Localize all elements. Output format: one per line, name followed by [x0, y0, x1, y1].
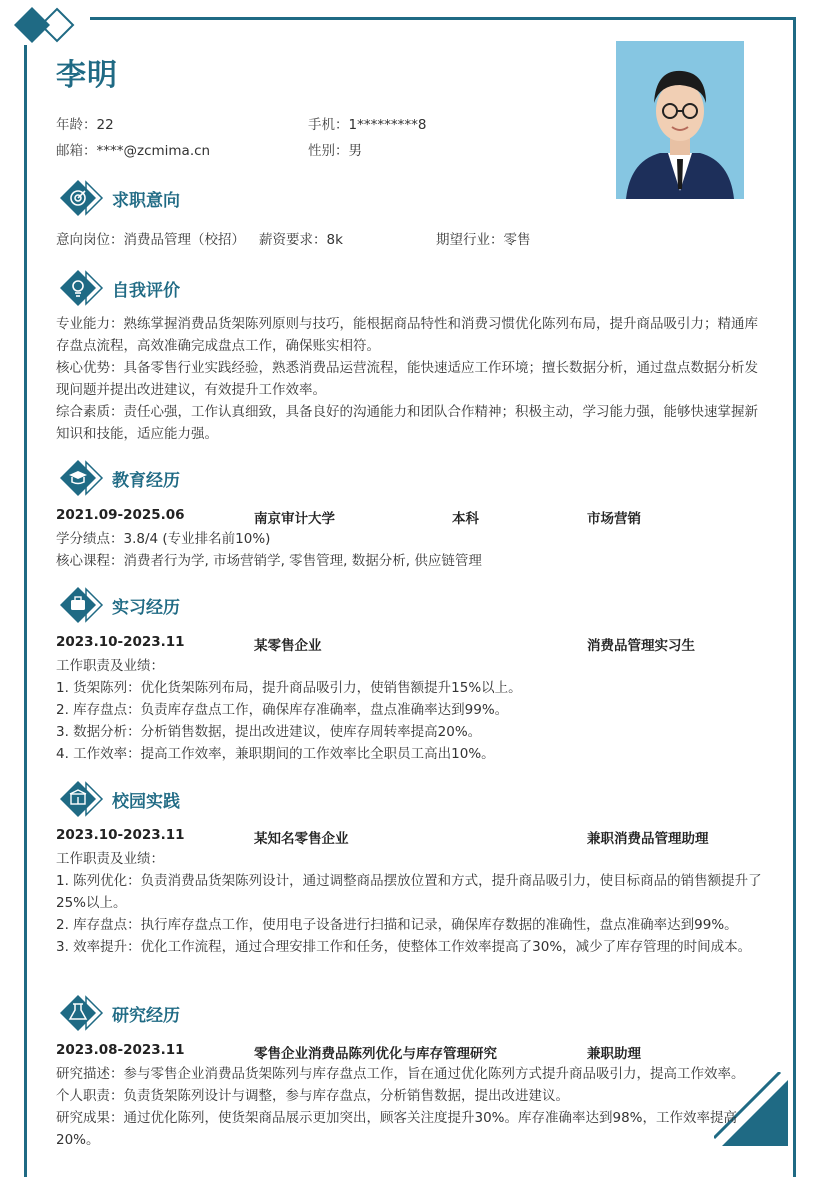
- self-eval-line: 核心优势：具备零售行业实践经验，熟悉消费品运营流程，能快速适应工作环境；擅长数据分析，通过盘点数据分析发现问题并提出改进建议，有效提升工作效率。: [56, 360, 758, 398]
- education-details: [56, 528, 766, 572]
- profile-photo: [616, 41, 744, 199]
- self-eval-line: 专业能力：熟练掌握消费品货架陈列原则与技巧，能根据商品特性和消费习惯优化陈列布局，提升商品吸引力；精通库存盘点流程，高效准确完成盘点工作，确保账实相符。: [56, 316, 758, 354]
- gender-field: [308, 139, 362, 159]
- age-value: 22: [96, 117, 114, 133]
- campus-date: 2023.10-2023.11: [56, 827, 185, 843]
- candidate-name: 李明: [56, 58, 118, 93]
- section-title-label: 校园实践: [112, 791, 180, 812]
- internship-line: 1. 货架陈列：优化货架陈列布局，提升商品吸引力，使销售额提升15%以上。: [56, 680, 522, 696]
- internship-line: 2. 库存盘点：负责库存盘点工作，确保库存准确率，盘点准确率达到99%。: [56, 702, 509, 718]
- campus-company: 某知名零售企业: [254, 831, 349, 847]
- intent-salary: 薪资要求：8k: [259, 232, 343, 248]
- research-details: [56, 1063, 766, 1151]
- internship-line: 3. 数据分析：分析销售数据，提出改进建议，使库存周转率提高20%。: [56, 724, 482, 740]
- self-eval-text: [56, 313, 766, 445]
- campus-line: 1. 陈列优化：负责消费品货架陈列设计，通过调整商品摆放位置和方式，提升商品吸引力，使目标商品的销售额提升了25%以上。: [56, 873, 762, 911]
- research-line: 研究成果：通过优化陈列，使货架商品展示更加突出，顾客关注度提升30%。库存准确率达到98%，工作效率提高20%。: [56, 1110, 738, 1148]
- research-date: 2023.08-2023.11: [56, 1042, 185, 1058]
- lightbulb-icon: [58, 268, 106, 308]
- age-field: [56, 113, 114, 133]
- phone-field: [308, 113, 426, 133]
- intent-industry: 期望行业：零售: [436, 232, 531, 248]
- education-major: 市场营销: [587, 511, 641, 527]
- gender-label: 性别：: [308, 143, 349, 159]
- internship-date: 2023.10-2023.11: [56, 634, 185, 650]
- age-label: 年龄：: [56, 117, 97, 133]
- corner-diamond-ornament: [10, 5, 90, 45]
- target-icon: [58, 178, 106, 218]
- internship-role: 消费品管理实习生: [587, 638, 695, 654]
- section-title-education: [58, 458, 180, 498]
- section-title-label: 自我评价: [112, 280, 180, 301]
- research-role: 兼职助理: [587, 1046, 641, 1062]
- building-icon: [58, 779, 106, 819]
- campus-details: [56, 848, 766, 958]
- phone-label: 手机：: [308, 117, 349, 133]
- section-title-internship: [58, 585, 180, 625]
- email-label: 邮箱：: [56, 143, 97, 159]
- education-line: 学分绩点：3.8/4 (专业排名前10%): [56, 531, 271, 547]
- internship-line: 4. 工作效率：提高工作效率，兼职期间的工作效率比全职员工高出10%。: [56, 746, 495, 762]
- section-title-label: 研究经历: [112, 1005, 180, 1026]
- gender-value: 男: [348, 143, 362, 159]
- education-date: 2021.09-2025.06: [56, 507, 185, 523]
- email-field: [56, 139, 210, 159]
- section-title-campus: [58, 779, 180, 819]
- briefcase-icon: [58, 585, 106, 625]
- education-school: 南京审计大学: [254, 511, 335, 527]
- internship-details: [56, 655, 766, 765]
- education-line: 核心课程：消费者行为学, 市场营销学, 零售管理, 数据分析, 供应链管理: [56, 553, 482, 569]
- research-project: 零售企业消费品陈列优化与库存管理研究: [254, 1046, 497, 1062]
- section-title-self-eval: [58, 268, 180, 308]
- campus-line: 工作职责及业绩：: [56, 851, 164, 867]
- section-title-label: 求职意向: [112, 190, 180, 211]
- intent-position: 意向岗位：消费品管理（校招）: [56, 232, 245, 248]
- research-line: 研究描述：参与零售企业消费品货架陈列与库存盘点工作，旨在通过优化陈列方式提升商品吸引力，提高工作效率。: [56, 1066, 745, 1082]
- self-eval-line: 综合素质：责任心强，工作认真细致，具备良好的沟通能力和团队合作精神；积极主动，学习能力强，能够快速掌握新知识和技能，适应能力强。: [56, 404, 758, 442]
- flask-icon: [58, 993, 106, 1033]
- internship-company: 某零售企业: [254, 638, 322, 654]
- section-title-intent: [58, 178, 180, 218]
- research-line: 个人职责：负责货架陈列设计与调整，参与库存盘点，分析销售数据，提出改进建议。: [56, 1088, 569, 1104]
- section-title-research: [58, 993, 180, 1033]
- internship-line: 工作职责及业绩：: [56, 658, 164, 674]
- graduation-cap-icon: [58, 458, 106, 498]
- section-title-label: 实习经历: [112, 597, 180, 618]
- section-title-label: 教育经历: [112, 470, 180, 491]
- campus-line: 2. 库存盘点：执行库存盘点工作，使用电子设备进行扫描和记录，确保库存数据的准确性，盘点准确率达到99%。: [56, 917, 738, 933]
- email-value: ****@zcmima.cn: [96, 143, 211, 159]
- phone-value: 1*********8: [348, 117, 427, 133]
- campus-line: 3. 效率提升：优化工作流程，通过合理安排工作和任务，使整体工作效率提高了30%，减少了库存管理的时间成本。: [56, 939, 752, 955]
- campus-role: 兼职消费品管理助理: [587, 831, 709, 847]
- education-degree: 本科: [452, 511, 479, 527]
